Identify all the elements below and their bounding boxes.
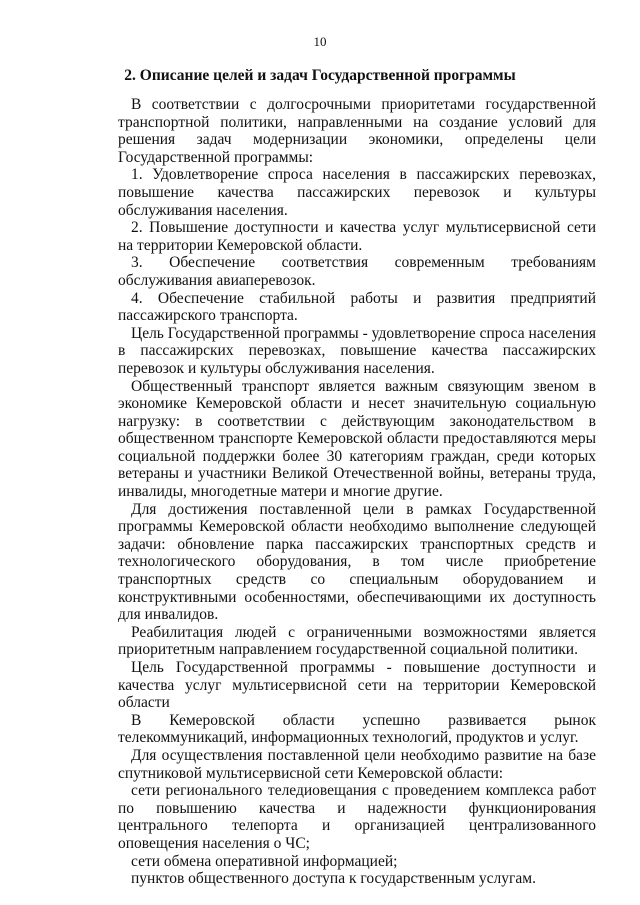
paragraph-telecom-market: В Кемеровской области успешно развивается рынок телекоммуникаций, информационных технологий, продуктов и услуг. — [118, 711, 596, 747]
paragraph-goal-1: 1. Удовлетворение спроса населения в пассажирских перевозках, повышение качества пассажирских перевозок и культуры обслуживания населения. — [118, 166, 596, 219]
paragraph-network-development: Для осуществления поставленной цели необходимо развитие на базе спутниковой мультисервисной сети Кемеровской области: — [118, 746, 596, 782]
section-title: 2. Описание целей и задач Государственной программы — [124, 67, 516, 84]
paragraph-network-goal: Цель Государственной программы - повышение доступности и качества услуг мультисервисной сети на территории Кемеровской области — [118, 659, 596, 712]
paragraph-public-access: пунктов общественного доступа к государственным услугам. — [131, 870, 536, 888]
paragraph-public-transport: Общественный транспорт является важным связующим звеном в экономике Кемеровской области и несет значительную социальную нагрузку: в соответствии с действующим законодательством в общественном транспорте Кемеровской области предоставляются меры социальной поддержки более 30 категориям граждан, среди которых ветераны и участники Великой Отечественной войны, ветераны труда, инвалиды, многодетные матери и многие другие. — [118, 377, 596, 501]
paragraph-info-exchange: сети обмена оперативной информацией; — [131, 852, 398, 870]
paragraph-broadcast-network: сети регионального теледиовещания с проведением комплекса работ по повышению качества и надежности функционирования центрального телепорта и организацией централизованного оповещения населения о ЧС; — [118, 782, 596, 852]
paragraph-rehabilitation: Реабилитация людей с ограниченными возможностями является приоритетным направлением государственной социальной политики. — [118, 623, 596, 659]
paragraph-transport-goal: Цель Государственной программы - удовлетворение спроса населения в пассажирских перевозках, повышение качества пассажирских перевозок и культуры обслуживания населения. — [118, 324, 596, 377]
paragraph-transport-task: Для достижения поставленной цели в рамках Государственной программы Кемеровской области необходимо выполнение следующей задачи: обновление парка пассажирских транспортных средств и технологического оборудования, в том числе приобретение транспортных средств со специальным оборудованием и конструктивными особенностями, обеспечивающими их доступность для инвалидов. — [118, 500, 596, 624]
document-body — [118, 96, 596, 888]
page-number: 10 — [313, 34, 327, 49]
paragraph-intro: В соответствии с долгосрочными приоритетами государственной транспортной политики, направленными на создание условий для решения задач модернизации экономики, определены цели Государственной программы: — [118, 96, 596, 166]
paragraph-goal-3: 3. Обеспечение соответствия современным требованиям обслуживания авиаперевозок. — [118, 254, 596, 289]
paragraph-goal-2: 2. Повышение доступности и качества услуг мультисервисной сети на территории Кемеровской области. — [118, 219, 596, 254]
paragraph-goal-4: 4. Обеспечение стабильной работы и развития предприятий пассажирского транспорта. — [118, 289, 596, 325]
